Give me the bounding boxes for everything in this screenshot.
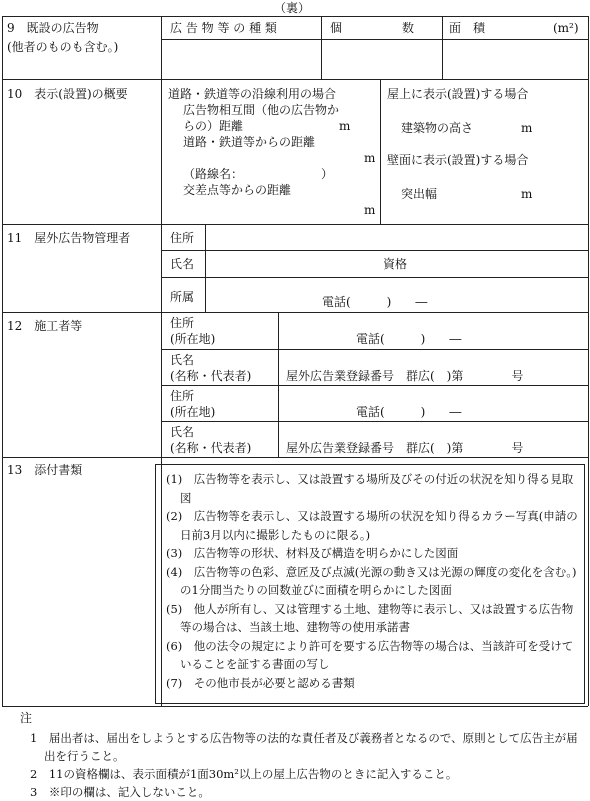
sub-row-divider xyxy=(161,385,588,386)
contractor2-address-label: 住所 xyxy=(170,389,195,403)
col-divider xyxy=(161,224,162,312)
road-distance-unit: m xyxy=(364,151,376,165)
contractor1-name-label: 氏名 xyxy=(170,353,195,367)
contractor1-registration-field[interactable]: 屋外広告業登録番号 群広( )第 号 xyxy=(286,369,524,383)
list-item: (7) その他市長が必要と認める書類 xyxy=(166,675,355,690)
table-bottom-border xyxy=(2,706,588,707)
row9-label-line1: 9 既設の広告物 xyxy=(7,21,99,35)
list-item: (5) 他人が所有し、又は管理する土地、建物等に表示し、又は設置する広告物等の場合は、当該土地、建物等の使用承諾書 xyxy=(166,601,574,634)
contractor2-name-label: 氏名 xyxy=(170,425,195,439)
building-height-field[interactable]: 建築物の高さ m xyxy=(401,121,533,135)
notes-heading: 注 xyxy=(20,711,33,725)
manager-qualification-label: 資格 xyxy=(383,257,408,271)
row10-label: 10 表示(設置)の概要 xyxy=(7,87,128,101)
col-divider xyxy=(161,79,162,224)
table-right-border xyxy=(588,16,589,706)
attachments-list xyxy=(166,470,578,692)
contractor1-address-label: 住所 xyxy=(170,316,195,330)
route-name-field[interactable]: （路線名： ） xyxy=(183,167,334,181)
page-side-title: （裏） xyxy=(274,1,311,15)
contractor1-address-sublabel: (所在地) xyxy=(170,332,216,346)
list-item: (1) 広告物等を表示し、又は設置する場所及びその付近の状況を知り得る見取図 xyxy=(166,472,574,505)
road-distance-label: 道路・鉄道等からの距離 xyxy=(183,135,316,149)
existing-ad-count-cell[interactable] xyxy=(322,40,442,78)
inter-ad-distance-line2: らの）距離 m xyxy=(183,119,351,133)
row9-label-line2: (他者のものも含む。) xyxy=(7,40,119,54)
intersection-distance-unit: m xyxy=(364,203,376,217)
row-divider xyxy=(2,79,588,80)
existing-ad-type-cell[interactable] xyxy=(162,40,321,78)
inter-ad-distance-line1: 広告物相互間（他の広告物か xyxy=(183,103,340,117)
list-item: (2) 広告物等を表示し、又は設置する場所の状況を知り得るカラー写真(申請の日前3月以内に撮影したものに限る。) xyxy=(166,509,578,542)
row12-label: 12 施工者等 xyxy=(7,319,83,333)
contractor1-phone-field[interactable]: 電話( ) ― xyxy=(356,332,462,346)
contractor2-registration-field[interactable]: 屋外広告業登録番号 群広( )第 号 xyxy=(286,441,524,455)
manager-affiliation-label: 所属 xyxy=(170,290,195,304)
area-column-header: 面 積 xyxy=(449,21,486,35)
list-item: 1 届出者は、届出をしようとする広告物等の法的な責任者及び義務者となるので、原則として広告主が届出を行うこと。 xyxy=(30,731,578,763)
type-column-header: 広 告 物 等 の 種 類 xyxy=(170,21,277,35)
list-item: (3) 広告物等の形状、材料及び構造を明らかにした図面 xyxy=(166,546,459,560)
wall-heading: 壁面に表示(設置)する場合 xyxy=(387,153,529,167)
table-top-border xyxy=(2,16,588,17)
rooftop-heading: 屋上に表示(設置)する場合 xyxy=(387,87,529,101)
list-item: (4) 広告物等の色彩、意匠及び点滅(光源の動き又は光源の輝度の変化を含む。)の1分間当たりの回数並びに面積を明らかにした図面 xyxy=(166,564,577,597)
notes-list xyxy=(30,729,586,801)
manager-name-label: 氏名 xyxy=(170,257,195,271)
existing-ad-area-cell[interactable] xyxy=(443,40,587,78)
manager-address-label: 住所 xyxy=(170,231,195,245)
col-divider xyxy=(380,79,381,224)
row11-label: 11 屋外広告物管理者 xyxy=(7,231,131,245)
projection-width-field[interactable]: 突出幅 m xyxy=(401,187,533,201)
row13-label: 13 添付書類 xyxy=(7,463,83,477)
area-unit-label: (m²) xyxy=(553,21,579,35)
contractor2-name-sublabel: (名称・代表者) xyxy=(170,441,252,455)
sub-row-divider xyxy=(161,250,588,251)
sub-row-divider xyxy=(161,349,588,350)
row-divider xyxy=(2,312,588,313)
contractor1-name-sublabel: (名称・代表者) xyxy=(170,369,252,383)
row-divider xyxy=(2,457,588,458)
table-left-border xyxy=(2,16,3,706)
count-column-header: 個 数 xyxy=(330,21,415,35)
intersection-distance-label: 交差点等からの距離 xyxy=(183,183,292,197)
contractor2-address-sublabel: (所在地) xyxy=(170,405,216,419)
roadside-heading: 道路・鉄道等の沿線利用の場合 xyxy=(168,87,337,101)
contractor2-phone-field[interactable]: 電話( ) ― xyxy=(356,405,462,419)
list-item: 3 ※印の欄は、記入しないこと。 xyxy=(30,785,210,799)
manager-address-input[interactable] xyxy=(206,225,587,249)
sub-row-divider xyxy=(161,421,588,422)
list-item: (6) 他の法令の規定により許可を要する広告物等の場合は、当該許可を受けていることを証する書面の写し xyxy=(166,638,574,671)
sub-row-divider xyxy=(161,277,588,278)
manager-phone-field[interactable]: 電話( ) ― xyxy=(322,295,428,309)
list-item: 2 11の資格欄は、表示面積が1面30m²以上の屋上広告物のときに記入すること。 xyxy=(30,767,458,781)
